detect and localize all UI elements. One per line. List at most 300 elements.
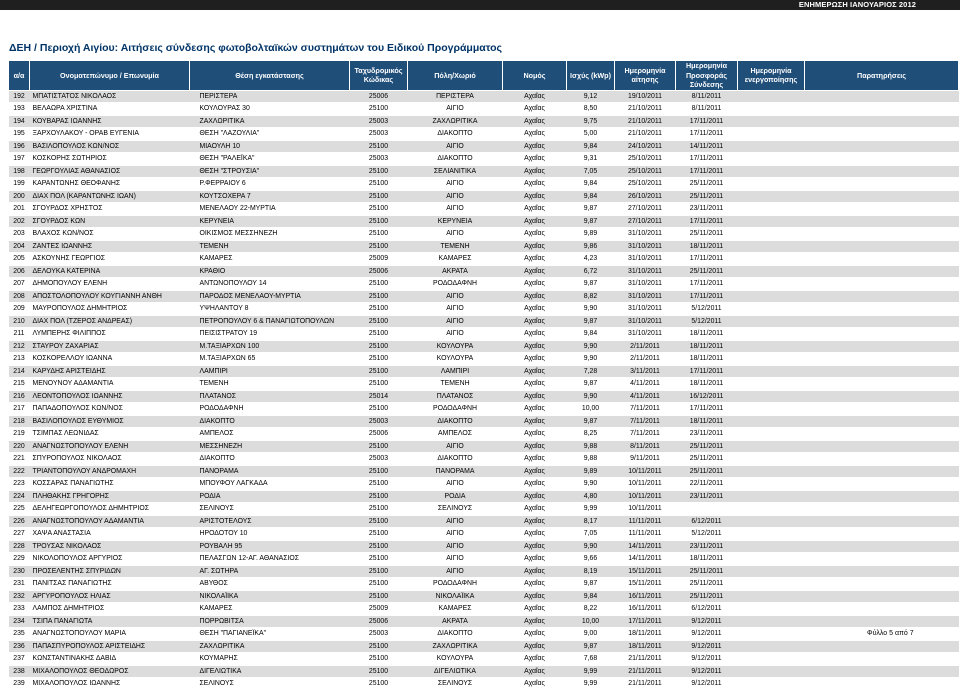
cell-zip: 25003 (350, 153, 408, 166)
cell-power: 8,82 (567, 290, 615, 303)
cell-power: 9,88 (567, 440, 615, 453)
cell-date-request: 11/11/2011 (615, 515, 676, 528)
cell-aa: 206 (9, 265, 30, 278)
cell-name: ΤΡΟΥΣΑΣ ΝΙΚΟΛΑΟΣ (30, 540, 190, 553)
cell-position: ΖΑΧΛΩΡΙΤΙΚΑ (190, 115, 350, 128)
cell-power: 9,84 (567, 190, 615, 203)
cell-city: ΠΛΑΤΑΝΟΣ (408, 390, 503, 403)
cell-city: ΡΟΔΙΑ (408, 490, 503, 503)
cell-power: 9,86 (567, 240, 615, 253)
cell-city: ΑΙΓΙΟ (408, 303, 503, 316)
cell-date-offer: 18/11/2011 (676, 378, 738, 391)
cell-aa: 218 (9, 415, 30, 428)
cell-date-offer: 25/11/2011 (676, 453, 738, 466)
cell-remarks (805, 640, 959, 653)
cell-date-offer: 6/12/2011 (676, 515, 738, 528)
cell-date-activation (738, 590, 805, 603)
cell-aa: 230 (9, 565, 30, 578)
cell-remarks (805, 103, 959, 116)
table-row (9, 328, 959, 341)
cell-name: ΒΛΑΧΟΣ ΚΩΝ/ΝΟΣ (30, 228, 190, 241)
cell-nomos: Αχαΐας (503, 265, 567, 278)
cell-remarks (805, 590, 959, 603)
col-header-date-offer: Ημερομηνία Προσφοράς Σύνδεσης (676, 61, 738, 91)
cell-date-request: 31/10/2011 (615, 228, 676, 241)
cell-aa: 215 (9, 378, 30, 391)
cell-position: ΘΕΣΗ "ΡΑΛΕΪΚΑ" (190, 153, 350, 166)
cell-aa: 199 (9, 178, 30, 191)
cell-name: ΚΟΥΒΑΡΑΣ ΙΩΑΝΝΗΣ (30, 115, 190, 128)
cell-nomos: Αχαΐας (503, 378, 567, 391)
cell-aa: 225 (9, 503, 30, 516)
cell-remarks (805, 178, 959, 191)
cell-city: ΖΑΧΛΩΡΙΤΙΚΑ (408, 640, 503, 653)
cell-name: ΖΑΝΤΕΣ ΙΩΑΝΝΗΣ (30, 240, 190, 253)
cell-city: ΝΙΚΟΛΑΪΙΚΑ (408, 590, 503, 603)
cell-date-offer: 5/12/2011 (676, 528, 738, 541)
cell-city: ΤΕΜΕΝΗ (408, 378, 503, 391)
cell-date-request: 21/10/2011 (615, 128, 676, 141)
cell-nomos: Αχαΐας (503, 503, 567, 516)
cell-aa: 235 (9, 628, 30, 641)
cell-name: ΑΝΑΓΝΩΣΤΟΠΟΥΛΟΥ ΕΛΕΝΗ (30, 440, 190, 453)
cell-aa: 193 (9, 103, 30, 116)
cell-power: 9,88 (567, 453, 615, 466)
cell-zip: 25100 (350, 303, 408, 316)
cell-zip: 25006 (350, 265, 408, 278)
table-row (9, 353, 959, 366)
cell-date-offer: 16/12/2011 (676, 390, 738, 403)
cell-zip: 25100 (350, 665, 408, 678)
table-row (9, 503, 959, 516)
table-row (9, 465, 959, 478)
cell-date-activation (738, 128, 805, 141)
table-row (9, 165, 959, 178)
cell-position: ΘΕΣΗ "ΠΑΓΙΑΝΕΪΚΑ" (190, 628, 350, 641)
cell-date-request: 25/10/2011 (615, 153, 676, 166)
cell-power: 9,12 (567, 90, 615, 103)
cell-city: ΑΙΓΙΟ (408, 103, 503, 116)
cell-nomos: Αχαΐας (503, 415, 567, 428)
cell-date-offer: 5/12/2011 (676, 315, 738, 328)
cell-city: ΠΑΝΟΡΑΜΑ (408, 465, 503, 478)
cell-aa: 194 (9, 115, 30, 128)
cell-date-offer: 9/12/2011 (676, 640, 738, 653)
cell-city: ΔΙΑΚΟΠΤΟ (408, 128, 503, 141)
col-header-power: Ισχύς (kWp) (567, 61, 615, 91)
cell-name: ΠΑΠΑΣΠΥΡΟΠΟΥΛΟΣ ΑΡΙΣΤΕΙΔΗΣ (30, 640, 190, 653)
cell-date-request: 7/11/2011 (615, 403, 676, 416)
cell-date-request: 31/10/2011 (615, 303, 676, 316)
cell-position: ΔΙΑΚΟΠΤΟ (190, 415, 350, 428)
cell-name: ΚΑΡΑΝΤΩΝΗΣ ΘΕΟΦΑΝΗΣ (30, 178, 190, 191)
cell-power: 10,00 (567, 615, 615, 628)
cell-date-activation (738, 190, 805, 203)
cell-aa: 238 (9, 665, 30, 678)
cell-date-offer: 23/11/2011 (676, 428, 738, 441)
cell-remarks (805, 403, 959, 416)
cell-date-activation (738, 665, 805, 678)
cell-city: ΚΑΜΑΡΕΣ (408, 253, 503, 266)
cell-date-activation (738, 528, 805, 541)
cell-position: ΑΓ. ΣΩΤΗΡΑ (190, 565, 350, 578)
cell-remarks (805, 278, 959, 291)
cell-aa: 196 (9, 140, 30, 153)
cell-remarks (805, 528, 959, 541)
cell-position: ΠΛΑΤΑΝΟΣ (190, 390, 350, 403)
cell-power: 9,87 (567, 215, 615, 228)
cell-name: ΔΕΛΗΓΕΩΡΓΟΠΟΥΛΟΣ ΔΗΜΗΤΡΙΟΣ (30, 503, 190, 516)
cell-aa: 219 (9, 428, 30, 441)
cell-nomos: Αχαΐας (503, 528, 567, 541)
cell-remarks (805, 290, 959, 303)
cell-zip: 25100 (350, 365, 408, 378)
cell-date-offer: 25/11/2011 (676, 190, 738, 203)
table-row (9, 540, 959, 553)
table-row (9, 315, 959, 328)
table-row (9, 365, 959, 378)
cell-date-activation (738, 465, 805, 478)
cell-city: ΑΙΓΙΟ (408, 228, 503, 241)
cell-date-offer: 25/11/2011 (676, 590, 738, 603)
cell-nomos: Αχαΐας (503, 578, 567, 591)
cell-date-activation (738, 215, 805, 228)
cell-nomos: Αχαΐας (503, 653, 567, 666)
cell-date-activation (738, 565, 805, 578)
table-row (9, 340, 959, 353)
cell-aa: 223 (9, 478, 30, 491)
cell-date-offer: 17/11/2011 (676, 115, 738, 128)
cell-power: 4,80 (567, 490, 615, 503)
cell-power: 10,00 (567, 403, 615, 416)
table-row (9, 640, 959, 653)
cell-name: ΚΟΣΣΑΡΑΣ ΠΑΝΑΓΙΩΤΗΣ (30, 478, 190, 491)
top-bar (0, 0, 960, 10)
cell-city: ΔΙΑΚΟΠΤΟ (408, 628, 503, 641)
cell-date-activation (738, 503, 805, 516)
cell-position: ΜΕΝΕΛΑΟΥ 22-ΜΥΡΤΙΑ (190, 203, 350, 216)
table-row (9, 678, 959, 691)
cell-date-activation (738, 340, 805, 353)
cell-remarks (805, 153, 959, 166)
cell-nomos: Αχαΐας (503, 565, 567, 578)
cell-date-offer: 23/11/2011 (676, 203, 738, 216)
cell-date-offer: 17/11/2011 (676, 153, 738, 166)
cell-date-request: 4/11/2011 (615, 390, 676, 403)
cell-name: ΜΕΝΟΥΝΟΥ ΑΔΑΜΑΝΤΙΑ (30, 378, 190, 391)
cell-zip: 25100 (350, 403, 408, 416)
table-row (9, 128, 959, 141)
cell-position: ΚΕΡΥΝΕΙΑ (190, 215, 350, 228)
col-header-city: Πόλη/Χωριό (408, 61, 503, 91)
cell-zip: 25100 (350, 640, 408, 653)
cell-name: ΒΑΣΙΛΟΠΟΥΛΟΣ ΚΩΝ/ΝΟΣ (30, 140, 190, 153)
table-row (9, 615, 959, 628)
cell-nomos: Αχαΐας (503, 90, 567, 103)
cell-power: 8,25 (567, 428, 615, 441)
cell-aa: 204 (9, 240, 30, 253)
cell-remarks (805, 303, 959, 316)
cell-nomos: Αχαΐας (503, 478, 567, 491)
cell-city: ΑΙΓΙΟ (408, 528, 503, 541)
cell-date-request: 21/10/2011 (615, 103, 676, 116)
cell-date-request: 31/10/2011 (615, 290, 676, 303)
cell-power: 8,17 (567, 515, 615, 528)
cell-zip: 25100 (350, 478, 408, 491)
cell-aa: 213 (9, 353, 30, 366)
cell-aa: 237 (9, 653, 30, 666)
cell-name: ΜΑΥΡΟΠΟΥΛΟΣ ΔΗΜΗΤΡΙΟΣ (30, 303, 190, 316)
cell-date-offer: 18/11/2011 (676, 353, 738, 366)
cell-nomos: Αχαΐας (503, 390, 567, 403)
cell-nomos: Αχαΐας (503, 290, 567, 303)
table-row (9, 578, 959, 591)
cell-zip: 25100 (350, 503, 408, 516)
cell-power: 9,90 (567, 340, 615, 353)
table-row (9, 453, 959, 466)
cell-nomos: Αχαΐας (503, 453, 567, 466)
cell-city: ΣΕΛΙΝΟΥΣ (408, 503, 503, 516)
cell-name: ΠΑΠΑΔΟΠΟΥΛΟΣ ΚΩΝ/ΝΟΣ (30, 403, 190, 416)
cell-date-offer: 17/11/2011 (676, 253, 738, 266)
cell-nomos: Αχαΐας (503, 278, 567, 291)
cell-city: ΖΑΧΛΩΡΙΤΙΚΑ (408, 115, 503, 128)
cell-name: ΜΙΧΑΛΟΠΟΥΛΟΣ ΘΕΟΔΩΡΟΣ (30, 665, 190, 678)
cell-name: ΛΑΜΠΟΣ ΔΗΜΗΤΡΙΟΣ (30, 603, 190, 616)
cell-name: ΑΝΑΓΝΩΣΤΟΠΟΥΛΟΥ ΜΑΡΙΑ (30, 628, 190, 641)
cell-remarks (805, 453, 959, 466)
cell-date-request: 10/11/2011 (615, 465, 676, 478)
cell-date-activation (738, 178, 805, 191)
table-row (9, 478, 959, 491)
cell-name: ΠΡΟΣΕΛΕΝΤΗΣ ΣΠΥΡΙΔΩΝ (30, 565, 190, 578)
cell-power: 9,00 (567, 628, 615, 641)
cell-city: ΑΙΓΙΟ (408, 315, 503, 328)
cell-position: ΣΕΛΙΝΟΥΣ (190, 678, 350, 691)
cell-zip: 25100 (350, 515, 408, 528)
cell-date-offer: 18/11/2011 (676, 328, 738, 341)
cell-position: ΠΕΡΙΣΤΕΡΑ (190, 90, 350, 103)
cell-date-request: 31/10/2011 (615, 240, 676, 253)
cell-date-request: 21/10/2011 (615, 115, 676, 128)
cell-date-offer: 25/11/2011 (676, 440, 738, 453)
cell-date-request: 2/11/2011 (615, 340, 676, 353)
cell-nomos: Αχαΐας (503, 678, 567, 691)
table-row (9, 653, 959, 666)
cell-name: ΚΟΣΚΟΡΗΣ ΣΩΤΗΡΙΟΣ (30, 153, 190, 166)
cell-date-offer: 25/11/2011 (676, 265, 738, 278)
cell-position: ΑΜΠΕΛΟΣ (190, 428, 350, 441)
cell-date-activation (738, 578, 805, 591)
cell-date-offer: 22/11/2011 (676, 478, 738, 491)
cell-date-request: 31/10/2011 (615, 315, 676, 328)
cell-date-offer: 23/11/2011 (676, 540, 738, 553)
cell-date-request: 15/11/2011 (615, 565, 676, 578)
cell-aa: 232 (9, 590, 30, 603)
cell-remarks (805, 165, 959, 178)
cell-date-request: 26/10/2011 (615, 190, 676, 203)
page-title: ΔΕΗ / Περιοχή Αιγίου: Αιτήσεις σύνδεσης φωτοβολταϊκών συστημάτων του Ειδικού Προγράμματος (9, 42, 502, 54)
cell-date-activation (738, 390, 805, 403)
cell-date-request: 21/11/2011 (615, 653, 676, 666)
cell-name: ΒΕΛΑΩΡΑ ΧΡΙΣΤΙΝΑ (30, 103, 190, 116)
table-row (9, 215, 959, 228)
cell-city: ΑΙΓΙΟ (408, 565, 503, 578)
cell-date-request: 4/11/2011 (615, 378, 676, 391)
cell-aa: 216 (9, 390, 30, 403)
cell-date-activation (738, 553, 805, 566)
cell-remarks (805, 353, 959, 366)
cell-zip: 25009 (350, 253, 408, 266)
cell-position: ΑΝΤΩΝΟΠΟΥΛΟΥ 14 (190, 278, 350, 291)
cell-power: 7,05 (567, 165, 615, 178)
table-body (9, 90, 959, 690)
cell-name: ΔΙΑΧ ΠΟΛ (ΚΑΡΑΝΤΩΝΗΣ ΙΩΑΝ) (30, 190, 190, 203)
cell-date-activation (738, 353, 805, 366)
cell-power: 7,05 (567, 528, 615, 541)
cell-date-request: 24/10/2011 (615, 140, 676, 153)
table-row (9, 528, 959, 541)
cell-position: Μ.ΤΑΞΙΑΡΧΩΝ 65 (190, 353, 350, 366)
cell-date-activation (738, 540, 805, 553)
cell-name: ΣΓΟΥΡΔΟΣ ΧΡΗΣΤΟΣ (30, 203, 190, 216)
cell-name: ΤΣΙΜΠΑΣ ΛΕΩΝΙΔΑΣ (30, 428, 190, 441)
cell-aa: 192 (9, 90, 30, 103)
cell-aa: 214 (9, 365, 30, 378)
table-row (9, 428, 959, 441)
cell-nomos: Αχαΐας (503, 665, 567, 678)
update-label: ΕΝΗΜΕΡΩΣΗ ΙΑΝΟΥΑΡΙΟΣ 2012 (798, 0, 916, 9)
cell-date-offer: 25/11/2011 (676, 465, 738, 478)
cell-power: 9,90 (567, 353, 615, 366)
cell-date-request: 27/10/2011 (615, 203, 676, 216)
cell-date-request: 21/11/2011 (615, 678, 676, 691)
cell-city: ΑΙΓΙΟ (408, 190, 503, 203)
col-header-date-activation: Ημερομηνία ενεργοποίησης (738, 61, 805, 91)
table-row (9, 515, 959, 528)
cell-date-offer: 17/11/2011 (676, 403, 738, 416)
cell-power: 5,00 (567, 128, 615, 141)
cell-aa: 233 (9, 603, 30, 616)
cell-city: ΛΑΜΠΙΡΙ (408, 365, 503, 378)
cell-position: ΜΠΟΥΦΟΥ ΛΑΓΚΑΔΑ (190, 478, 350, 491)
cell-name: ΠΑΝΙΤΣΑΣ ΠΑΝΑΓΙΩΤΗΣ (30, 578, 190, 591)
cell-power: 9,84 (567, 328, 615, 341)
cell-name: ΒΑΣΙΛΟΠΟΥΛΟΣ ΕΥΘΥΜΙΟΣ (30, 415, 190, 428)
cell-city: ΑΙΓΙΟ (408, 553, 503, 566)
table-row (9, 190, 959, 203)
table-row (9, 490, 959, 503)
cell-date-offer: 17/11/2011 (676, 365, 738, 378)
cell-date-request: 31/10/2011 (615, 253, 676, 266)
cell-remarks (805, 603, 959, 616)
cell-aa: 211 (9, 328, 30, 341)
table-row (9, 103, 959, 116)
cell-power: 4,23 (567, 253, 615, 266)
cell-position: Ρ.ΦΕΡΡΑΙΟΥ 6 (190, 178, 350, 191)
cell-position: ΛΑΜΠΙΡΙ (190, 365, 350, 378)
cell-date-offer: 9/12/2011 (676, 653, 738, 666)
cell-date-offer: 8/11/2011 (676, 103, 738, 116)
table-row (9, 403, 959, 416)
page-footer: Φύλλο 5 από 7 (867, 630, 914, 637)
cell-date-offer: 9/12/2011 (676, 628, 738, 641)
cell-zip: 25003 (350, 453, 408, 466)
cell-position: ΤΕΜΕΝΗ (190, 378, 350, 391)
cell-nomos: Αχαΐας (503, 140, 567, 153)
cell-date-offer: 9/12/2011 (676, 665, 738, 678)
cell-name: ΝΙΚΟΛΟΠΟΥΛΟΣ ΑΡΓΥΡΙΟΣ (30, 553, 190, 566)
cell-aa: 239 (9, 678, 30, 691)
cell-power: 9,90 (567, 390, 615, 403)
cell-zip: 25003 (350, 628, 408, 641)
table-row (9, 378, 959, 391)
cell-name: ΑΝΑΓΝΩΣΤΟΠΟΥΛΟΥ ΑΔΑΜΑΝΤΙΑ (30, 515, 190, 528)
cell-power: 8,22 (567, 603, 615, 616)
cell-aa: 220 (9, 440, 30, 453)
cell-date-activation (738, 140, 805, 153)
cell-city: ΑΚΡΑΤΑ (408, 615, 503, 628)
cell-remarks (805, 365, 959, 378)
cell-nomos: Αχαΐας (503, 465, 567, 478)
cell-zip: 25100 (350, 190, 408, 203)
cell-position: ΠΑΡΟΔΟΣ ΜΕΝΕΛΑΟΥ-ΜΥΡΤΙΑ (190, 290, 350, 303)
cell-remarks (805, 115, 959, 128)
cell-remarks (805, 478, 959, 491)
cell-nomos: Αχαΐας (503, 253, 567, 266)
cell-zip: 25100 (350, 540, 408, 553)
table-row (9, 265, 959, 278)
table-row (9, 253, 959, 266)
cell-nomos: Αχαΐας (503, 228, 567, 241)
cell-remarks (805, 265, 959, 278)
cell-date-offer: 17/11/2011 (676, 165, 738, 178)
cell-name: ΤΡΙΑΝΤΟΠΟΥΛΟΥ ΑΝΔΡΟΜΑΧΗ (30, 465, 190, 478)
cell-position: ΚΡΑΘΙΟ (190, 265, 350, 278)
cell-remarks (805, 578, 959, 591)
cell-power: 9,75 (567, 115, 615, 128)
cell-aa: 231 (9, 578, 30, 591)
cell-position: ΤΕΜΕΝΗ (190, 240, 350, 253)
cell-power: 6,72 (567, 265, 615, 278)
cell-date-activation (738, 653, 805, 666)
table-row (9, 203, 959, 216)
cell-remarks (805, 678, 959, 691)
cell-nomos: Αχαΐας (503, 353, 567, 366)
cell-position: ΣΕΛΙΝΟΥΣ (190, 503, 350, 516)
cell-aa: 217 (9, 403, 30, 416)
cell-date-activation (738, 90, 805, 103)
cell-zip: 25100 (350, 440, 408, 453)
cell-city: ΑΙΓΙΟ (408, 203, 503, 216)
cell-power: 9,84 (567, 590, 615, 603)
cell-aa: 212 (9, 340, 30, 353)
cell-zip: 25100 (350, 228, 408, 241)
cell-remarks (805, 253, 959, 266)
cell-position: ΘΕΣΗ "ΣΤΡΟΥΣΙΑ" (190, 165, 350, 178)
cell-city: ΡΟΔΟΔΑΦΝΗ (408, 403, 503, 416)
cell-date-activation (738, 303, 805, 316)
cell-date-request: 31/10/2011 (615, 265, 676, 278)
cell-date-activation (738, 315, 805, 328)
cell-remarks (805, 565, 959, 578)
cell-aa: 221 (9, 453, 30, 466)
cell-date-request: 2/11/2011 (615, 353, 676, 366)
cell-remarks (805, 240, 959, 253)
cell-date-activation (738, 615, 805, 628)
cell-remarks (805, 228, 959, 241)
cell-nomos: Αχαΐας (503, 303, 567, 316)
